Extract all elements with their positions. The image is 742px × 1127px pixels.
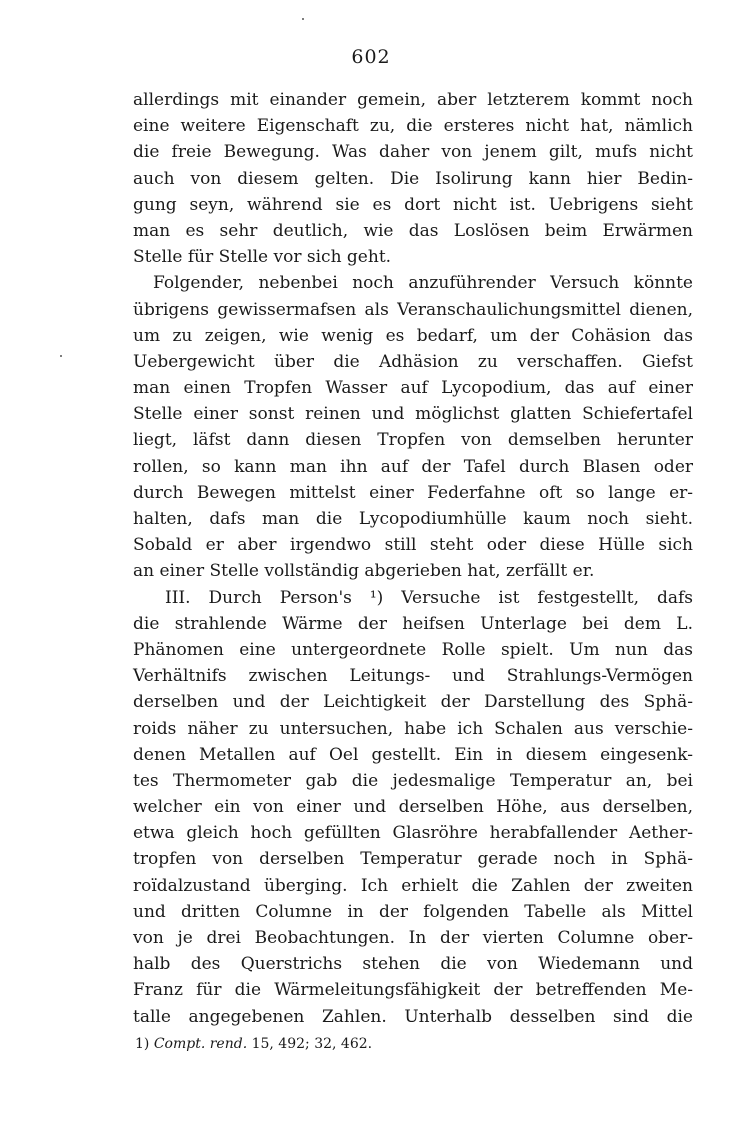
text-line: welcher ein von einer und derselben Höhe, aus derselben, [133, 797, 693, 818]
text-line: Sobald er aber irgendwo still steht oder diese Hülle sich [133, 535, 693, 556]
text-line: an einer Stelle vollständig abgerieben hat, zerfällt er. [133, 561, 595, 582]
print-speck [302, 18, 304, 20]
text-line: roïdalzustand überging. Ich erhielt die Zahlen der zweiten [133, 875, 693, 896]
text-line: halb des Querstrichs stehen die von Wiedemann und [133, 954, 693, 975]
text-line: eine weitere Eigenschaft zu, die ersteres nicht hat, nämlich [133, 116, 693, 137]
text-line: Folgender, nebenbei noch anzuführender Versuch könnte [153, 273, 693, 294]
footnote-citation: Compt. rend. [153, 1036, 248, 1052]
text-line: etwa gleich hoch gefüllten Glasröhre herabfallender Aether- [133, 823, 693, 844]
text-line: und dritten Columne in der folgenden Tabelle als Mittel [133, 901, 693, 922]
text-line: Stelle für Stelle vor sich geht. [133, 247, 392, 268]
text-line: die freie Bewegung. Was daher von jenem gilt, mufs nicht [133, 142, 693, 163]
text-line: roids näher zu untersuchen, habe ich Schalen aus verschie- [133, 718, 693, 739]
text-line: Verhältnifs zwischen Leitungs- und Strahlungs-Vermögen [133, 666, 693, 687]
text-line: gung seyn, während sie es dort nicht ist. Uebrigens sieht [133, 194, 693, 215]
footnote-marker: 1) [135, 1036, 150, 1052]
text-line: halten, dafs man die Lycopodiumhülle kaum noch sieht. [133, 509, 693, 529]
text-line: tes Thermometer gab die jedesmalige Temperatur an, bei [133, 770, 693, 791]
text-line: die strahlende Wärme der heifsen Unterlage bei dem L. [133, 613, 693, 634]
text-line: talle angegebenen Zahlen. Unterhalb desselben sind die [133, 1006, 693, 1027]
text-line: auch von diesem gelten. Die Isolirung kann hier Bedin- [133, 168, 693, 189]
footnote [135, 1036, 372, 1052]
text-line: III. Durch Person's ¹) Versuche ist festgestellt, dafs [165, 587, 693, 608]
text-line: um zu zeigen, wie wenig es bedarf, um der Cohäsion das [133, 325, 693, 346]
text-line: tropfen von derselben Temperatur gerade noch in Sphä- [133, 849, 693, 870]
text-line: Uebergewicht über die Adhäsion zu verschaffen. Giefst [133, 351, 693, 372]
text-line: Franz für die Wärmeleitungsfähigkeit der betreffenden Me- [133, 980, 693, 1001]
text-line: man es sehr deutlich, wie das Loslösen beim Erwärmen [133, 220, 693, 241]
text-line: denen Metallen auf Oel gestellt. Ein in diesem eingesenk- [133, 744, 693, 765]
print-speck [60, 355, 62, 357]
text-line: Phänomen eine untergeordnete Rolle spielt. Um nun das [133, 639, 693, 660]
page-number: 602 [351, 46, 391, 68]
text-line: Stelle einer sonst reinen und möglichst glatten Schiefertafel [133, 404, 693, 425]
text-line: allerdings mit einander gemein, aber letzterem kommt noch [133, 90, 693, 110]
text-line: übrigens gewissermafsen als Veranschaulichungsmittel dienen, [133, 299, 693, 320]
footnote-reference: 15, 492; 32, 462. [251, 1036, 373, 1052]
text-line: liegt, läfst dann diesen Tropfen von demselben herunter [133, 430, 693, 451]
text-line: von je drei Beobachtungen. In der vierten Columne ober- [133, 928, 693, 948]
text-line: durch Bewegen mittelst einer Federfahne oft so lange er- [133, 482, 693, 503]
body-text [133, 87, 693, 1030]
text-line: derselben und der Leichtigkeit der Darstellung des Sphä- [133, 692, 693, 713]
text-line: rollen, so kann man ihn auf der Tafel durch Blasen oder [133, 456, 693, 477]
text-line: man einen Tropfen Wasser auf Lycopodium, das auf einer [133, 378, 693, 399]
